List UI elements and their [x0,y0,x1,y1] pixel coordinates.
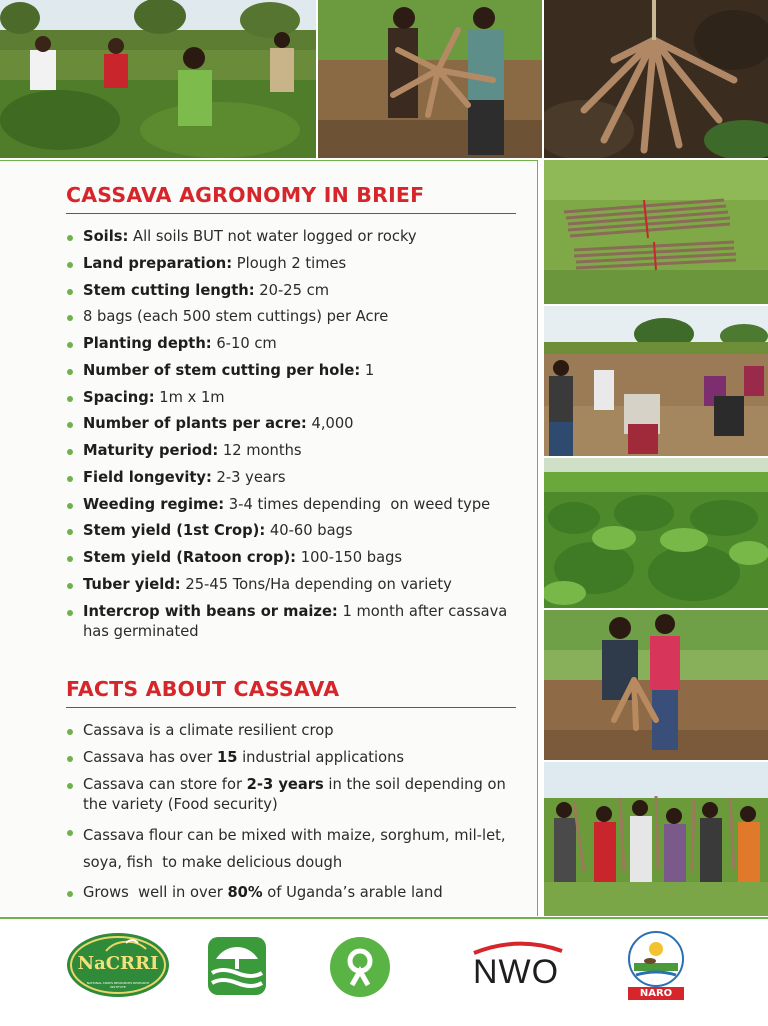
agronomy-item-text: 1m x 1m [154,388,225,406]
photo-community-holding-stems [544,762,768,916]
tree-emblem-logo [208,937,266,995]
agronomy-item-label: Tuber yield: [83,575,181,593]
naro-logo [624,931,688,1001]
nacrri-logo [66,931,170,999]
partner-logos [0,917,768,1026]
agronomy-item [66,575,518,595]
fact-emphasis: 15 [216,749,238,766]
agronomy-item-label: Stem yield (Ratoon crop): [83,549,297,566]
agronomy-item-label: Number of stem cutting per hole: [83,361,361,379]
photo-farmers-with-harvest [544,610,768,760]
agronomy-item [66,441,518,461]
fact-emphasis: 2-3 years [246,776,324,793]
agronomy-item-label: Stem cutting length: [83,281,255,299]
content-panel [0,160,538,916]
agronomy-item-label: Intercrop with beans or maize: [83,602,338,620]
agronomy-item-label: Maturity period: [83,442,219,459]
photo-cassava-field [544,458,768,608]
agronomy-item-text: 1 [360,361,375,379]
agronomy-item-text: Plough 2 times [232,254,347,272]
photo-harvested-roots [544,0,768,158]
agronomy-item-text: 4,000 [306,415,354,433]
fact-text-end: in the soil depending on the variety (Food security) [83,776,511,813]
fact-item [66,822,518,876]
agronomy-item-label: Land preparation: [83,254,233,272]
fact-item [66,721,518,741]
fact-text: Cassava has over [83,749,217,766]
agronomy-item [66,361,518,381]
agronomy-item-label: Weeding regime: [83,495,225,513]
agronomy-item [66,468,518,488]
agronomy-item [66,495,518,515]
fact-item [66,748,518,768]
agronomy-item-label: Spacing: [83,388,155,406]
agronomy-item-text: 3-4 times depending on weed type [224,495,491,513]
fact-text-end: of Uganda’s arable land [262,884,443,901]
agronomy-item [66,521,518,541]
agronomy-item [66,548,518,568]
agronomy-item-text: 8 bags (each 500 stem cuttings) per Acre [83,308,389,326]
agronomy-item-text: 2-3 years [211,468,286,486]
fact-text: Cassava can store for [83,776,247,793]
agronomy-item [66,414,518,434]
circle-person-logo [330,937,390,997]
agronomy-item-text: 40-60 bags [265,522,353,540]
agronomy-item-text: 25-45 Tons/Ha depending on variety [180,575,452,593]
fact-emphasis: 80% [227,884,263,901]
nacrri-subtitle: NATIONAL CROPS RESOURCES RESEARCH INSTITUTE [86,981,150,989]
agronomy-item-label: Number of plants per acre: [83,415,307,433]
fact-text: Grows well in over [83,884,228,901]
agronomy-item-text: 12 months [218,442,302,459]
facts-list [66,721,518,910]
agronomy-item-text: 20-25 cm [254,281,330,299]
photo-farmers-holding-roots [318,0,542,158]
fact-text: Cassava flour can be mixed with maize, sorghum, mil-let, soya, fish to make delicious dough [83,827,511,871]
agronomy-item [66,307,518,327]
agronomy-heading: CASSAVA AGRONOMY IN BRIEF [66,183,516,214]
nwo-logo [464,937,568,997]
fact-item [66,775,518,815]
fact-text: Cassava is a climate resilient crop [83,722,334,739]
naro-wordmark: NARO [628,987,684,1000]
agronomy-item-label: Field longevity: [83,468,212,486]
agronomy-item-label: Planting depth: [83,335,212,352]
agronomy-item [66,227,518,247]
agronomy-item-text: 100-150 bags [296,549,403,566]
photo-planting-group [544,306,768,456]
agronomy-item [66,602,518,642]
agronomy-item-text: 6-10 cm [211,335,277,352]
fact-item [66,883,518,903]
agronomy-item-text: All soils BUT not water logged or rocky [128,228,417,245]
agronomy-list [66,227,518,648]
agronomy-item-text: 1 month after cassava has germinated [83,602,512,640]
photo-farmers-in-field [0,0,316,158]
agronomy-item-label: Soils: [83,228,129,245]
facts-heading: FACTS ABOUT CASSAVA [66,677,516,708]
agronomy-item [66,388,518,408]
nwo-wordmark: NWO [472,953,560,991]
agronomy-item [66,281,518,301]
nacrri-wordmark: NaCRRI [77,953,159,974]
photo-stem-cutting-bundles [544,160,768,304]
agronomy-item [66,254,518,274]
agronomy-item-label: Stem yield (1st Crop): [83,522,266,540]
agronomy-item [66,334,518,354]
fact-text-end: industrial applications [237,749,405,766]
